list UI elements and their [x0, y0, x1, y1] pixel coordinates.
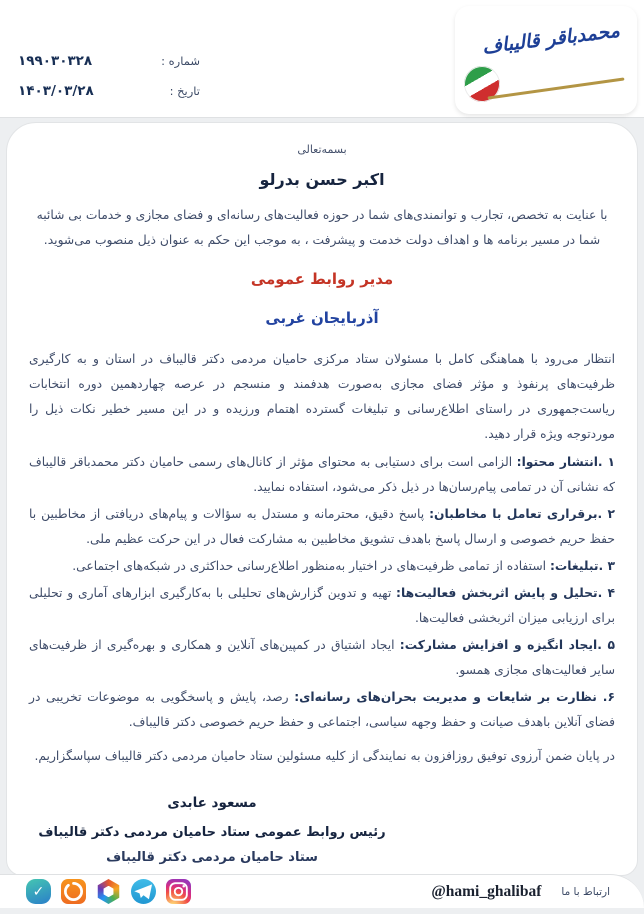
directive-list — [29, 450, 615, 735]
soroush-icon — [96, 879, 121, 904]
signature-block — [37, 795, 387, 865]
item-lead: ۴ .تحلیل و پایش اثربخش فعالیت‌ها: — [396, 586, 615, 600]
document-number-row — [18, 46, 200, 76]
position-title: مدیر روابط عمومی — [250, 270, 394, 288]
item-text: پاسخ دقیق، محترمانه و مستدل به سؤالات و پیام‌های دریافتی از مخاطبین با حفظ حریم خصوصی و ارسال پاسخ باهدف تشویق مخاطبین به مشارکت فعال در این حرکت عظیم ملی. — [29, 507, 615, 546]
signer-organization: ستاد حامیان مردمی دکتر قالیباف — [106, 850, 318, 865]
logo-gold-underline — [487, 77, 624, 99]
item-text: ایجاد اشتیاق در کمپین‌های آنلاین و همکاری و بهره‌گیری از ظرفیت‌های سایر فعالیت‌های مجازی همسو. — [29, 638, 615, 677]
footer-band — [0, 874, 644, 908]
item-lead: ۲ .برقراری تعامل با مخاطبان: — [429, 507, 615, 521]
item-text: تهیه و تدوین گزارش‌های تحلیلی با به‌کارگیری ابزارهای آماری و تحلیلی برای ارزیابی میزان اثربخشی فعالیت‌ها. — [29, 586, 615, 625]
expectation-paragraph: انتظار می‌رود با هماهنگی کامل با مسئولان ستاد مرکزی حامیان مردمی دکتر قالیباف در استان و به کارگیری ظرفیت‌های پرنفوذ و مؤثر فضای مجازی به‌صورت هدفمند و منسجم در عرصه چهاردهمین دوره انتخابات ریاست‌جمهوری در راستای اطلاع‌رسانی و تبلیغات گسترده اهتمام ورزیده و در این مسیر خطیر نکات ذیل را موردتوجه ویژه قرار دهید. — [29, 352, 615, 441]
ghalibaf-logo-card — [455, 6, 637, 114]
number-value: ۱۹۹۰۳۰۳۲۸ — [18, 53, 93, 69]
bale-icon: ✓ — [26, 879, 51, 904]
telegram-icon — [131, 879, 156, 904]
social-handle: @hami_ghalibaf — [431, 882, 542, 900]
list-item — [29, 554, 615, 579]
list-item — [29, 581, 615, 631]
item-text: رصد، پایش و پاسخگویی به موضوعات تخریبی در فضای آنلاین باهدف صیانت و حفظ وجهه سیاسی، اجتماعی و حفظ حریم خصوصی دکتر قالیباف. — [29, 690, 615, 729]
letter-body — [6, 122, 638, 876]
letterhead-band — [0, 0, 644, 118]
item-text: استفاده از تمامی ظرفیت‌های در اختیار به‌منظور اطلاع‌رسانی حداکثری در شبکه‌های اجتماعی. — [72, 559, 547, 573]
date-value: ۱۴۰۳/۰۳/۲۸ — [18, 83, 94, 99]
item-lead: ۳ .تبلیغات: — [550, 559, 615, 573]
closing-paragraph: در پایان ضمن آرزوی توفیق روزافزون به نمایندگی از کلیه مسئولین ستاد حامیان مردمی دکتر قالیباف سپاسگزاریم. — [34, 749, 615, 763]
signer-title: رئیس روابط عمومی ستاد حامیان مردمی دکتر قالیباف — [38, 825, 386, 840]
social-icons-row — [26, 879, 191, 904]
document-date-row — [18, 76, 200, 106]
number-label: شماره : — [161, 54, 200, 68]
list-item — [29, 450, 615, 500]
ghalibaf-calligraphy: محمدباقر قالیباف — [481, 19, 621, 59]
campaign-emblem-icon — [461, 63, 503, 105]
bismillah: بسمه‌تعالی — [297, 143, 347, 156]
signer-name: مسعود عابدی — [167, 795, 257, 811]
list-item — [29, 633, 615, 683]
document-meta — [18, 46, 200, 106]
intro-paragraph: با عنایت به تخصص، تجارب و توانمندی‌های شما در حوزه فعالیت‌های رسانه‌ای و فضای مجازی و خدمات بی شائبه شما در مسیر برنامه ها و اهداف دولت خدمت و پیشرفت ، به موجب این حکم به عنوان ذیل منصوب می‌شوید. — [36, 208, 608, 247]
item-lead: ۶. نظارت بر شایعات و مدیریت بحران‌های رسانه‌ای: — [294, 690, 615, 704]
item-lead: ۱ .انتشار محتوا: — [516, 455, 615, 469]
item-lead: ۵ .ایجاد انگیزه و افزایش مشارکت: — [399, 638, 615, 652]
eitaa-icon — [61, 879, 86, 904]
signature-wrap — [29, 795, 615, 865]
region-title: آذربایجان غربی — [265, 309, 379, 327]
contact-us-label: ارتباط با ما — [561, 885, 610, 898]
list-item — [29, 502, 615, 552]
date-label: تاریخ : — [169, 84, 200, 98]
item-text: الزامی است برای دستیابی به محتوای مؤثر از کانال‌های رسمی حامیان دکتر محمدباقر قالیباف که نشانی آن در تمامی پیام‌رسان‌ها در ذیل ذکر می‌شود، استفاده نمایید. — [29, 455, 615, 494]
instagram-icon — [166, 879, 191, 904]
recipient-name: اکبر حسن بدرلو — [259, 170, 385, 189]
list-item — [29, 685, 615, 735]
